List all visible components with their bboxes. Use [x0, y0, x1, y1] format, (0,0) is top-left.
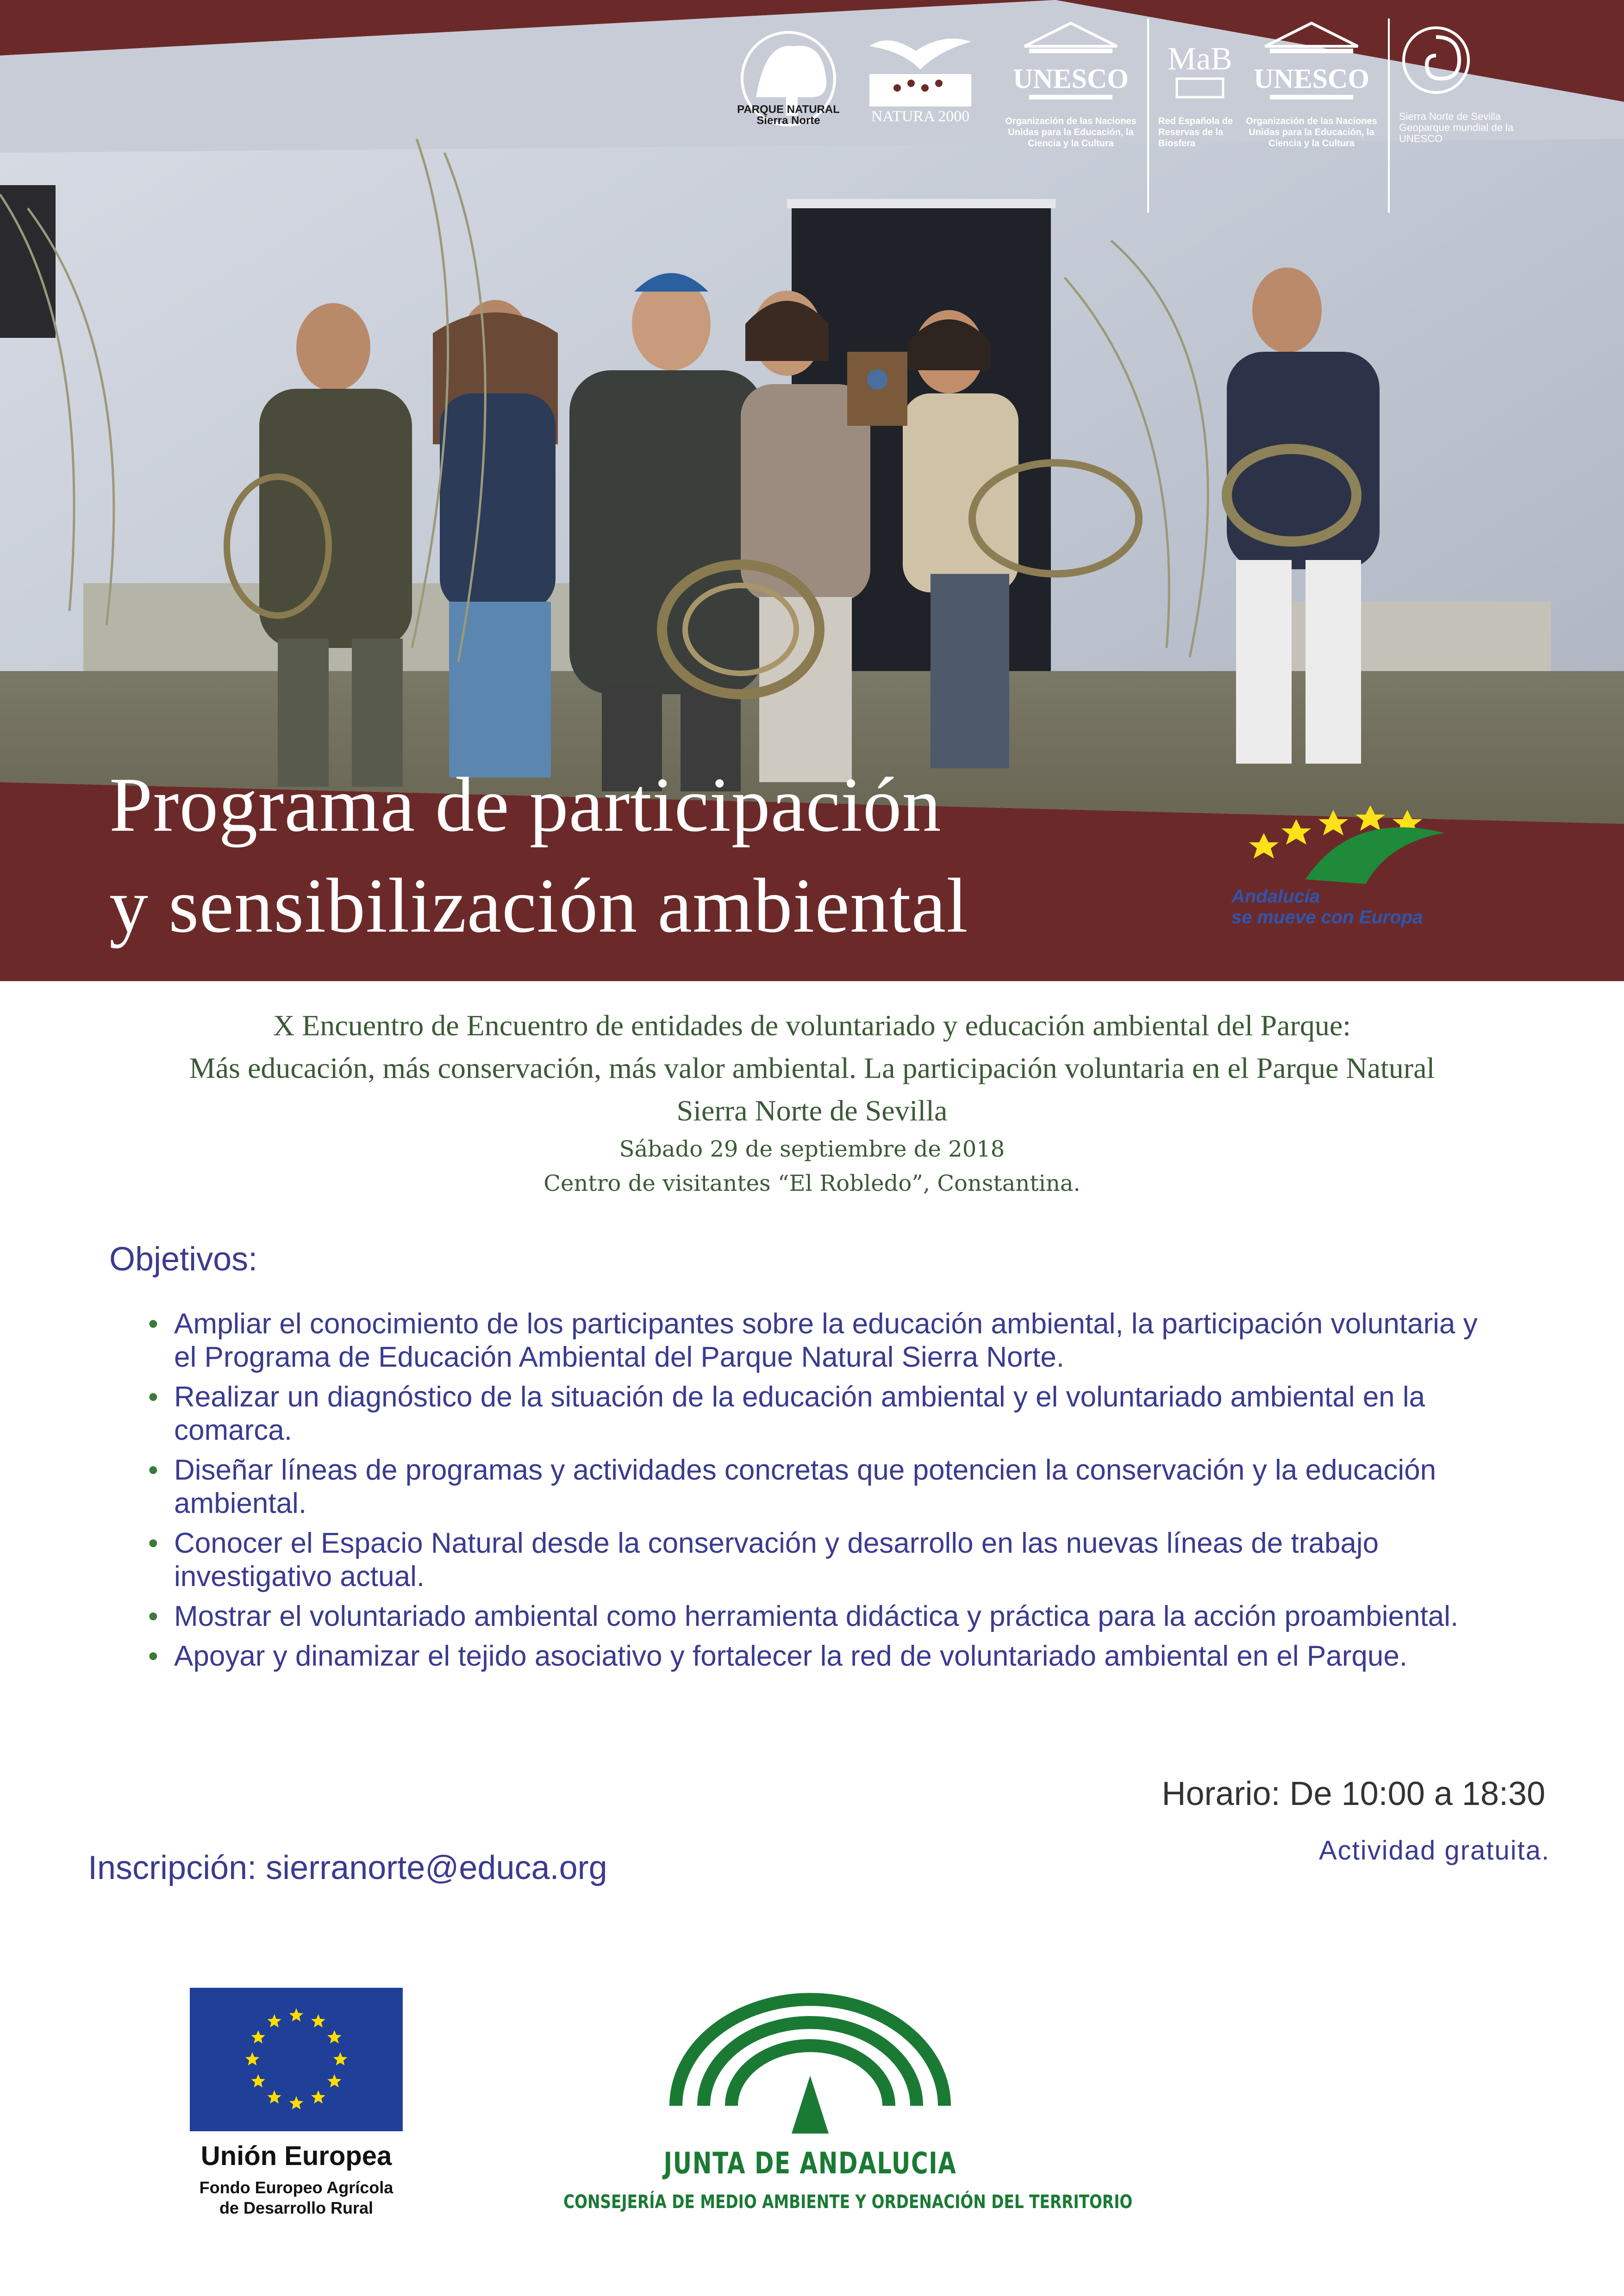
bullet-icon: • — [148, 1381, 158, 1413]
objective-text: Realizar un diagnóstico de la situación de la educación ambiental y el voluntariado ambiental en la comarca. — [174, 1381, 1425, 1446]
event-line-2: Más educación, más conservación, más valor ambiental. La participación voluntaria en el Parque Natural — [189, 1052, 1435, 1084]
mab-logo — [1147, 19, 1251, 213]
geoparque-logo — [1388, 19, 1538, 213]
temple-icon — [1249, 19, 1374, 111]
eu-flag-logo — [190, 1988, 403, 2131]
schedule: Horario: De 10:00 a 18:30 — [1162, 1775, 1545, 1812]
bullet-icon: • — [148, 1600, 158, 1632]
title-line-2: y sensibilización ambiental — [109, 863, 968, 949]
geoparque-caption: Sierra Norte de Sevilla Geoparque mundial de la UNESCO — [1399, 111, 1514, 144]
registration-email[interactable]: Inscripción: sierranorte@educa.org — [88, 1849, 607, 1886]
mab-icon — [1158, 19, 1242, 111]
unesco-1-word: UNESCO — [1012, 63, 1129, 94]
temple-icon — [1008, 19, 1133, 111]
eu-title: Unión Europea — [200, 2141, 392, 2171]
eu-subtitle-line-1: Fondo Europeo Agrícola — [199, 2178, 394, 2197]
objective-text: Ampliar el conocimiento de los participantes sobre la educación ambiental, la participación voluntaria y el Programa de Educación Ambiental del Parque Natural Sierra Norte. — [174, 1308, 1478, 1373]
list-item — [148, 1307, 1491, 1374]
objectives-heading: Objetivos: — [109, 1241, 258, 1278]
eu-subtitle — [162, 2178, 431, 2218]
andalucia-line-1: Andalucía — [1231, 886, 1320, 907]
list-item — [148, 1640, 1491, 1673]
hero-banner — [0, 0, 1624, 981]
unesco-logo-2 — [1246, 19, 1377, 213]
andalucia-europa-logo — [1227, 791, 1458, 930]
bullet-icon: • — [148, 1527, 158, 1559]
junta-subtitle: CONSEJERÍA DE MEDIO AMBIENTE Y ORDENACIÓN DEL TERRITORIO — [563, 2191, 1133, 2213]
objective-text: Diseñar líneas de programas y actividades concretas que potencien la conservación y la educación ambiental. — [174, 1454, 1437, 1519]
event-date: Sábado 29 de septiembre de 2018 — [619, 1136, 1005, 1162]
objectives-list — [148, 1307, 1491, 1680]
mab-caption: Red Española de Reservas de la Biosfera — [1158, 116, 1233, 149]
bullet-icon: • — [148, 1640, 158, 1672]
natura-2000-logo — [860, 19, 981, 213]
list-item — [148, 1381, 1491, 1447]
event-info — [0, 1004, 1624, 1201]
eu-subtitle-line-2: de Desarrollo Rural — [219, 2198, 374, 2217]
unesco-1-caption: Organización de las Naciones Unidas para la Educación, la Ciencia y la Cultura — [1005, 116, 1137, 149]
andalucia-line-2: se mueve con Europa — [1231, 907, 1423, 927]
bullet-icon: • — [148, 1308, 158, 1340]
partner-logos — [735, 19, 1605, 213]
objective-text: Conocer el Espacio Natural desde la conservación y desarrollo en las nuevas líneas de trabajo investigativo actual. — [174, 1527, 1379, 1593]
title-line-1: Programa de participación — [109, 762, 942, 848]
parque-natural-caption: PARQUE NATURAL Sierra Norte — [737, 103, 840, 127]
junta-title: JUNTA DE ANDALUCIA — [663, 2147, 957, 2181]
free-activity-note: Actividad gratuita. — [1318, 1836, 1550, 1866]
unesco-2-word: UNESCO — [1253, 63, 1370, 94]
bullet-icon: • — [148, 1454, 158, 1486]
unesco-2-caption: Organización de las Naciones Unidas para la Educación, la Ciencia y la Cultura — [1246, 116, 1377, 149]
mab-word: MaB — [1168, 41, 1232, 77]
bird-icon — [860, 19, 981, 111]
event-location: Centro de visitantes “El Robledo”, Constantina. — [543, 1170, 1081, 1196]
event-line-3: Sierra Norte de Sevilla — [676, 1094, 948, 1127]
objective-text: Mostrar el voluntariado ambiental como herramienta didáctica y práctica para la acción proambiental. — [174, 1600, 1459, 1632]
page-title — [109, 754, 968, 956]
spiral-icon — [1399, 19, 1473, 102]
unesco-logo-1 — [1005, 19, 1137, 213]
parque-natural-logo — [735, 19, 842, 213]
natura-2000-caption: NATURA 2000 — [871, 108, 970, 125]
event-line-1: X Encuentro de Encuentro de entidades de voluntariado y educación ambiental del Parque: — [273, 1009, 1351, 1042]
objective-text: Apoyar y dinamizar el tejido asociativo y fortalecer la red de voluntariado ambiental en el Parque. — [174, 1640, 1408, 1672]
list-item — [148, 1600, 1491, 1633]
list-item — [148, 1454, 1491, 1520]
junta-de-andalucia-logo — [667, 1990, 954, 2157]
list-item — [148, 1527, 1491, 1593]
